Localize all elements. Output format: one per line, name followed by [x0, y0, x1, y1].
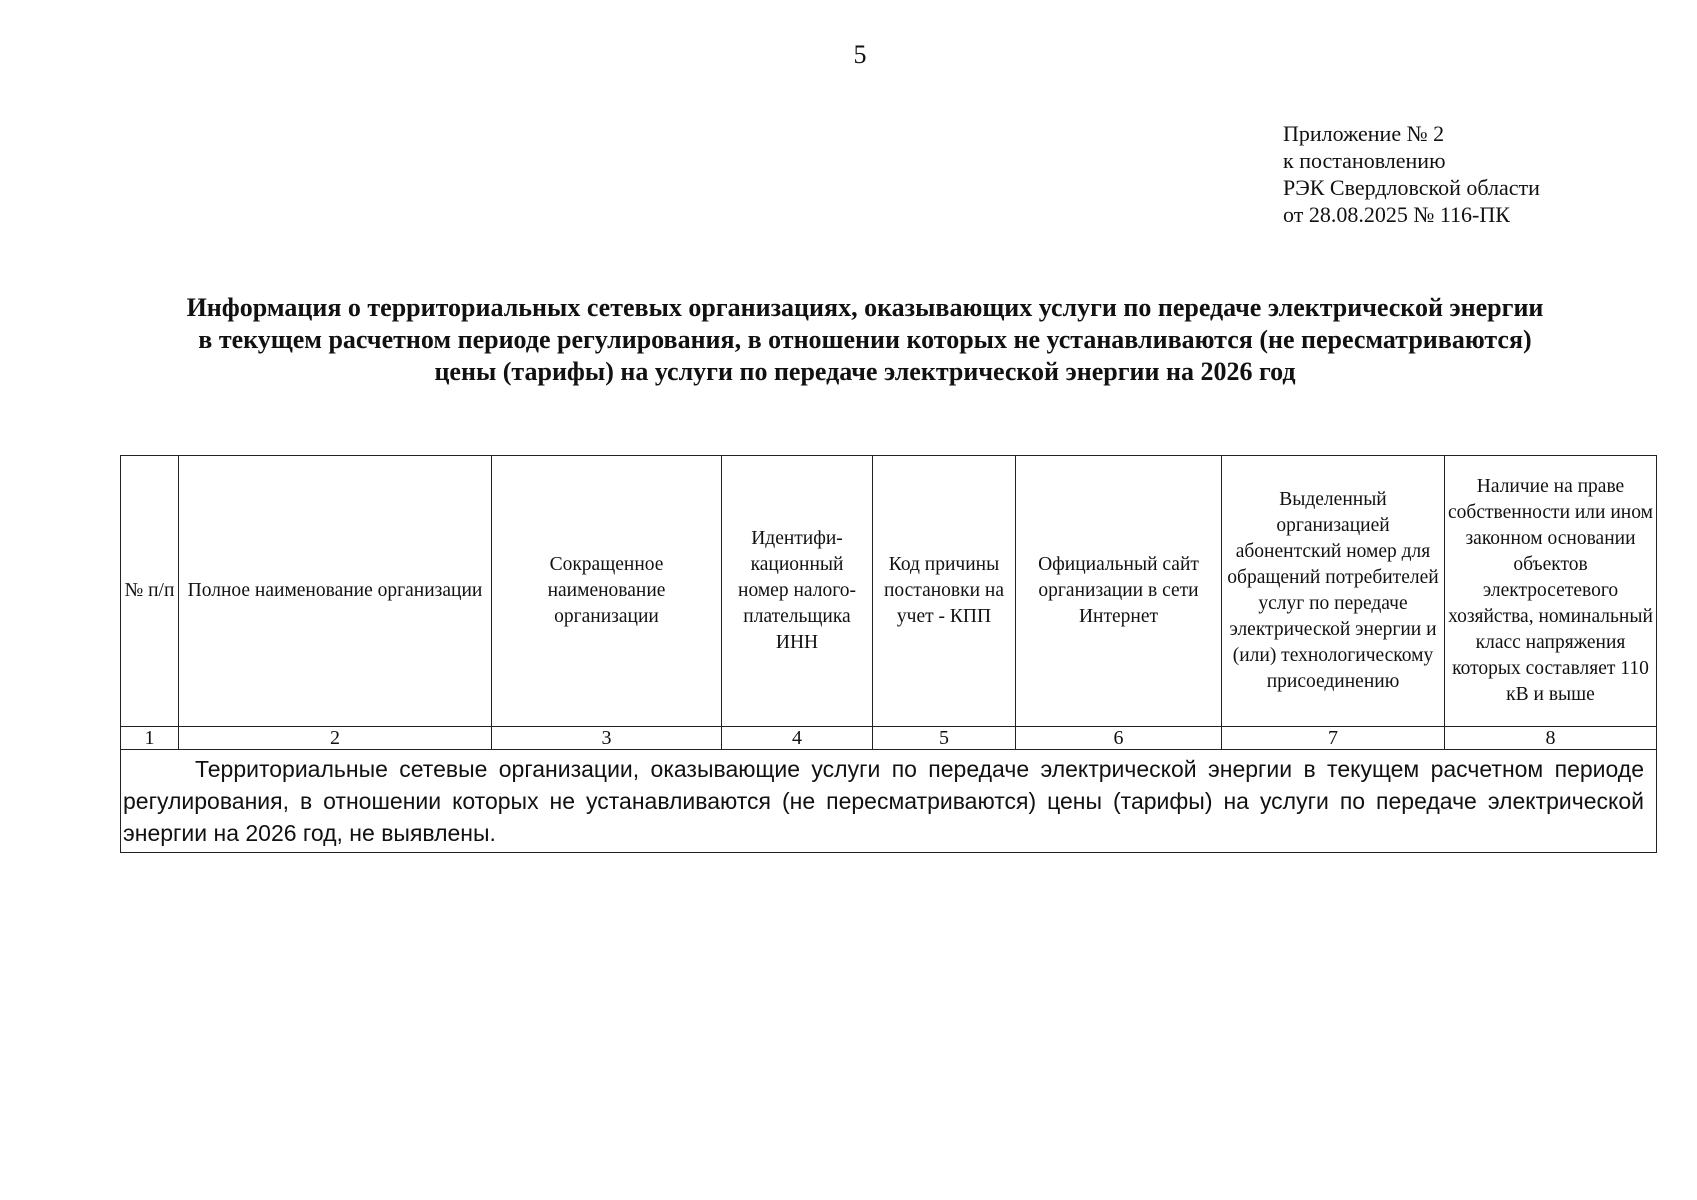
appendix-line: к постановлению [1283, 148, 1446, 173]
table-header-row [121, 456, 1657, 727]
appendix-line: РЭК Свердловской области [1283, 175, 1540, 200]
column-number-cell: 1 [121, 727, 179, 750]
appendix-block [1283, 120, 1540, 228]
table-note-row [121, 750, 1657, 853]
column-number-cell: 2 [179, 727, 492, 750]
header-cell-phone: Выделенный организацией абонентский номер для обращений потребителей услуг по передаче электрической энергии и (или) технологическому присоединению [1222, 456, 1445, 727]
header-cell-full-name: Полное наименование организации [179, 456, 492, 727]
column-number-cell: 3 [492, 727, 722, 750]
header-cell-number: № п/п [121, 456, 179, 727]
column-number-cell: 4 [722, 727, 873, 750]
table-note-cell [121, 750, 1657, 853]
header-cell-website: Официальный сайт организации в сети Интернет [1016, 456, 1222, 727]
header-cell-inn: Идентифи-кационный номер налого-плательщика ИНН [722, 456, 873, 727]
header-cell-kpp: Код причины постановки на учет - КПП [873, 456, 1016, 727]
title-line: цены (тарифы) на услуги по передаче электрической энергии на 2026 год [434, 357, 1296, 386]
document-title [110, 292, 1620, 388]
appendix-line: от 28.08.2025 № 116-ПК [1283, 202, 1510, 227]
column-number-cell: 5 [873, 727, 1016, 750]
header-cell-110kv-objects: Наличие на праве собственности или ином законном основании объектов электросетевого хозяйства, номинальный класс напряжения которых составляет 110 кВ и выше [1445, 456, 1657, 727]
column-number-cell: 7 [1222, 727, 1445, 750]
organizations-table [120, 455, 1657, 853]
title-line: Информация о территориальных сетевых организациях, оказывающих услуги по передаче электрической энергии [186, 293, 1544, 322]
column-number-cell: 6 [1016, 727, 1222, 750]
table-note-text: Территориальные сетевые организации, оказывающие услуги по передаче электрической энергии в текущем расчетном периоде регулирования, в отношении которых не устанавливаются (не пересматриваются) цены (тарифы) на услуги по передаче электрической энергии на 2026 год, не выявлены. [123, 756, 1644, 846]
column-numbers-row [121, 727, 1657, 750]
page-number: 5 [853, 40, 867, 69]
header-cell-short-name: Сокращенное наименование организации [492, 456, 722, 727]
column-number-cell: 8 [1445, 727, 1657, 750]
title-line: в текущем расчетном периоде регулирования, в отношении которых не устанавливаются (не пересматриваются) [198, 325, 1532, 354]
appendix-line: Приложение № 2 [1283, 121, 1445, 146]
